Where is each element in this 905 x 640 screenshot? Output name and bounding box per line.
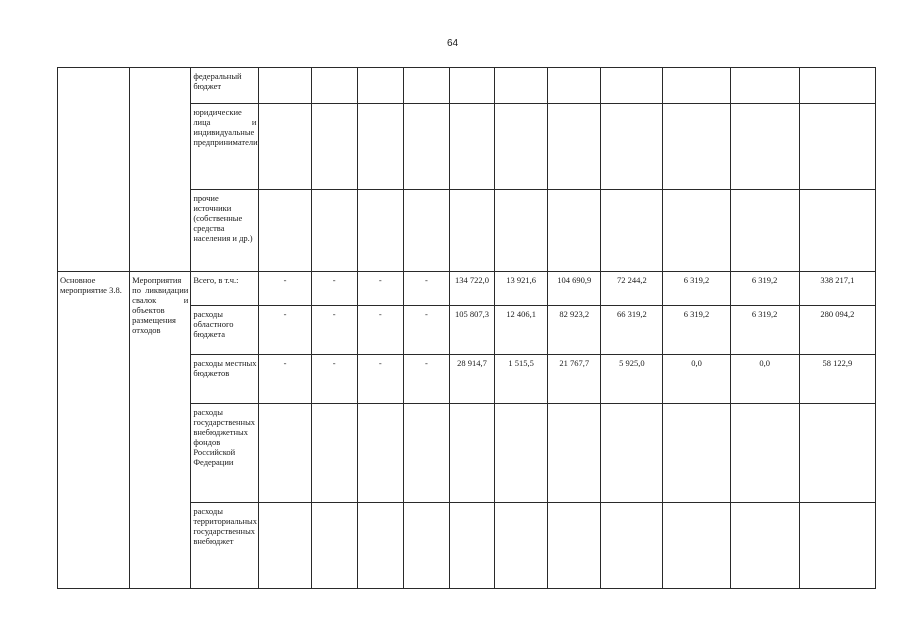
table-cell — [730, 104, 799, 190]
table-cell — [357, 404, 403, 503]
event-name: Мероприятия по ликвидации свалок и объектов размещения отходов — [130, 272, 191, 589]
table-cell — [601, 404, 663, 503]
table-cell — [799, 68, 875, 104]
table-cell — [495, 68, 548, 104]
table-cell: 134 722,0 — [449, 272, 494, 306]
table-cell: - — [259, 355, 311, 404]
table-cell — [799, 404, 875, 503]
row-label: расходы местных бюджетов — [191, 355, 259, 404]
table-cell — [548, 404, 601, 503]
table-cell — [799, 503, 875, 589]
table-cell — [799, 190, 875, 272]
table-cell — [730, 503, 799, 589]
table-cell — [449, 503, 494, 589]
budget-table — [57, 67, 876, 589]
table-cell: 66 319,2 — [601, 306, 663, 355]
table-cell — [259, 503, 311, 589]
table-cell — [548, 190, 601, 272]
table-cell — [548, 104, 601, 190]
table-cell — [311, 404, 357, 503]
table-row — [58, 272, 876, 306]
empty-code-cell — [58, 68, 130, 272]
table-cell — [357, 190, 403, 272]
table-cell — [403, 404, 449, 503]
table-cell — [601, 503, 663, 589]
table-cell: 1 515,5 — [495, 355, 548, 404]
table-cell — [259, 404, 311, 503]
table-cell: 28 914,7 — [449, 355, 494, 404]
table-cell — [311, 68, 357, 104]
table-cell — [663, 68, 730, 104]
table-cell — [311, 104, 357, 190]
row-label: юридические лица и индивидуальные предприниматели — [191, 104, 259, 190]
table-cell — [663, 104, 730, 190]
table-cell: 0,0 — [663, 355, 730, 404]
table-cell — [495, 190, 548, 272]
table-cell — [403, 68, 449, 104]
table-cell: 5 925,0 — [601, 355, 663, 404]
table-cell — [449, 68, 494, 104]
table-cell: - — [311, 272, 357, 306]
table-cell — [311, 190, 357, 272]
table-cell: 6 319,2 — [730, 272, 799, 306]
table-cell: - — [311, 355, 357, 404]
table-cell — [601, 68, 663, 104]
row-label: Всего, в т.ч.: — [191, 272, 259, 306]
table-cell: - — [259, 306, 311, 355]
table-cell — [403, 190, 449, 272]
table-cell — [495, 104, 548, 190]
table-cell: 6 319,2 — [663, 306, 730, 355]
table-cell: - — [357, 272, 403, 306]
table-cell — [663, 404, 730, 503]
table-cell: - — [403, 355, 449, 404]
table-cell — [357, 68, 403, 104]
table-cell: 280 094,2 — [799, 306, 875, 355]
table-cell: 72 244,2 — [601, 272, 663, 306]
table-cell — [495, 503, 548, 589]
table-cell: - — [311, 306, 357, 355]
row-label: федеральный бюджет — [191, 68, 259, 104]
table-body — [58, 68, 876, 589]
event-code: Основное мероприятие 3.8. — [58, 272, 130, 589]
table-cell — [730, 190, 799, 272]
table-cell — [357, 104, 403, 190]
table-cell — [730, 404, 799, 503]
table-cell: - — [357, 306, 403, 355]
table-cell: 58 122,9 — [799, 355, 875, 404]
row-label: расходы государственных внебюджетных фондов Российской Федерации — [191, 404, 259, 503]
table-cell — [259, 68, 311, 104]
table-cell: 6 319,2 — [730, 306, 799, 355]
empty-name-cell — [130, 68, 191, 272]
table-cell — [601, 190, 663, 272]
table-cell — [730, 68, 799, 104]
table-cell: 82 923,2 — [548, 306, 601, 355]
table-cell: 21 767,7 — [548, 355, 601, 404]
table-cell — [403, 503, 449, 589]
table-cell: 105 807,3 — [449, 306, 494, 355]
table-cell: 104 690,9 — [548, 272, 601, 306]
table-cell — [403, 104, 449, 190]
row-label: расходы областного бюджета — [191, 306, 259, 355]
table-cell — [449, 104, 494, 190]
table-cell — [311, 503, 357, 589]
table-cell — [449, 190, 494, 272]
table-cell — [548, 503, 601, 589]
table-cell: 0,0 — [730, 355, 799, 404]
table-cell — [449, 404, 494, 503]
table-cell: 6 319,2 — [663, 272, 730, 306]
table-cell: - — [259, 272, 311, 306]
table-cell — [799, 104, 875, 190]
table-cell: 338 217,1 — [799, 272, 875, 306]
table-cell: - — [357, 355, 403, 404]
table-cell — [259, 190, 311, 272]
table-cell: 12 406,1 — [495, 306, 548, 355]
table-cell — [495, 404, 548, 503]
table-cell — [357, 503, 403, 589]
row-label: расходы территориальных государственных внебюджет — [191, 503, 259, 589]
table-cell — [663, 503, 730, 589]
table-row — [58, 68, 876, 104]
page-number: 64 — [446, 38, 459, 49]
table-cell — [259, 104, 311, 190]
table-cell: 13 921,6 — [495, 272, 548, 306]
table-cell — [548, 68, 601, 104]
row-label: прочие источники (собственные средства населения и др.) — [191, 190, 259, 272]
table-cell: - — [403, 306, 449, 355]
table-cell — [601, 104, 663, 190]
table-cell — [663, 190, 730, 272]
table-cell: - — [403, 272, 449, 306]
